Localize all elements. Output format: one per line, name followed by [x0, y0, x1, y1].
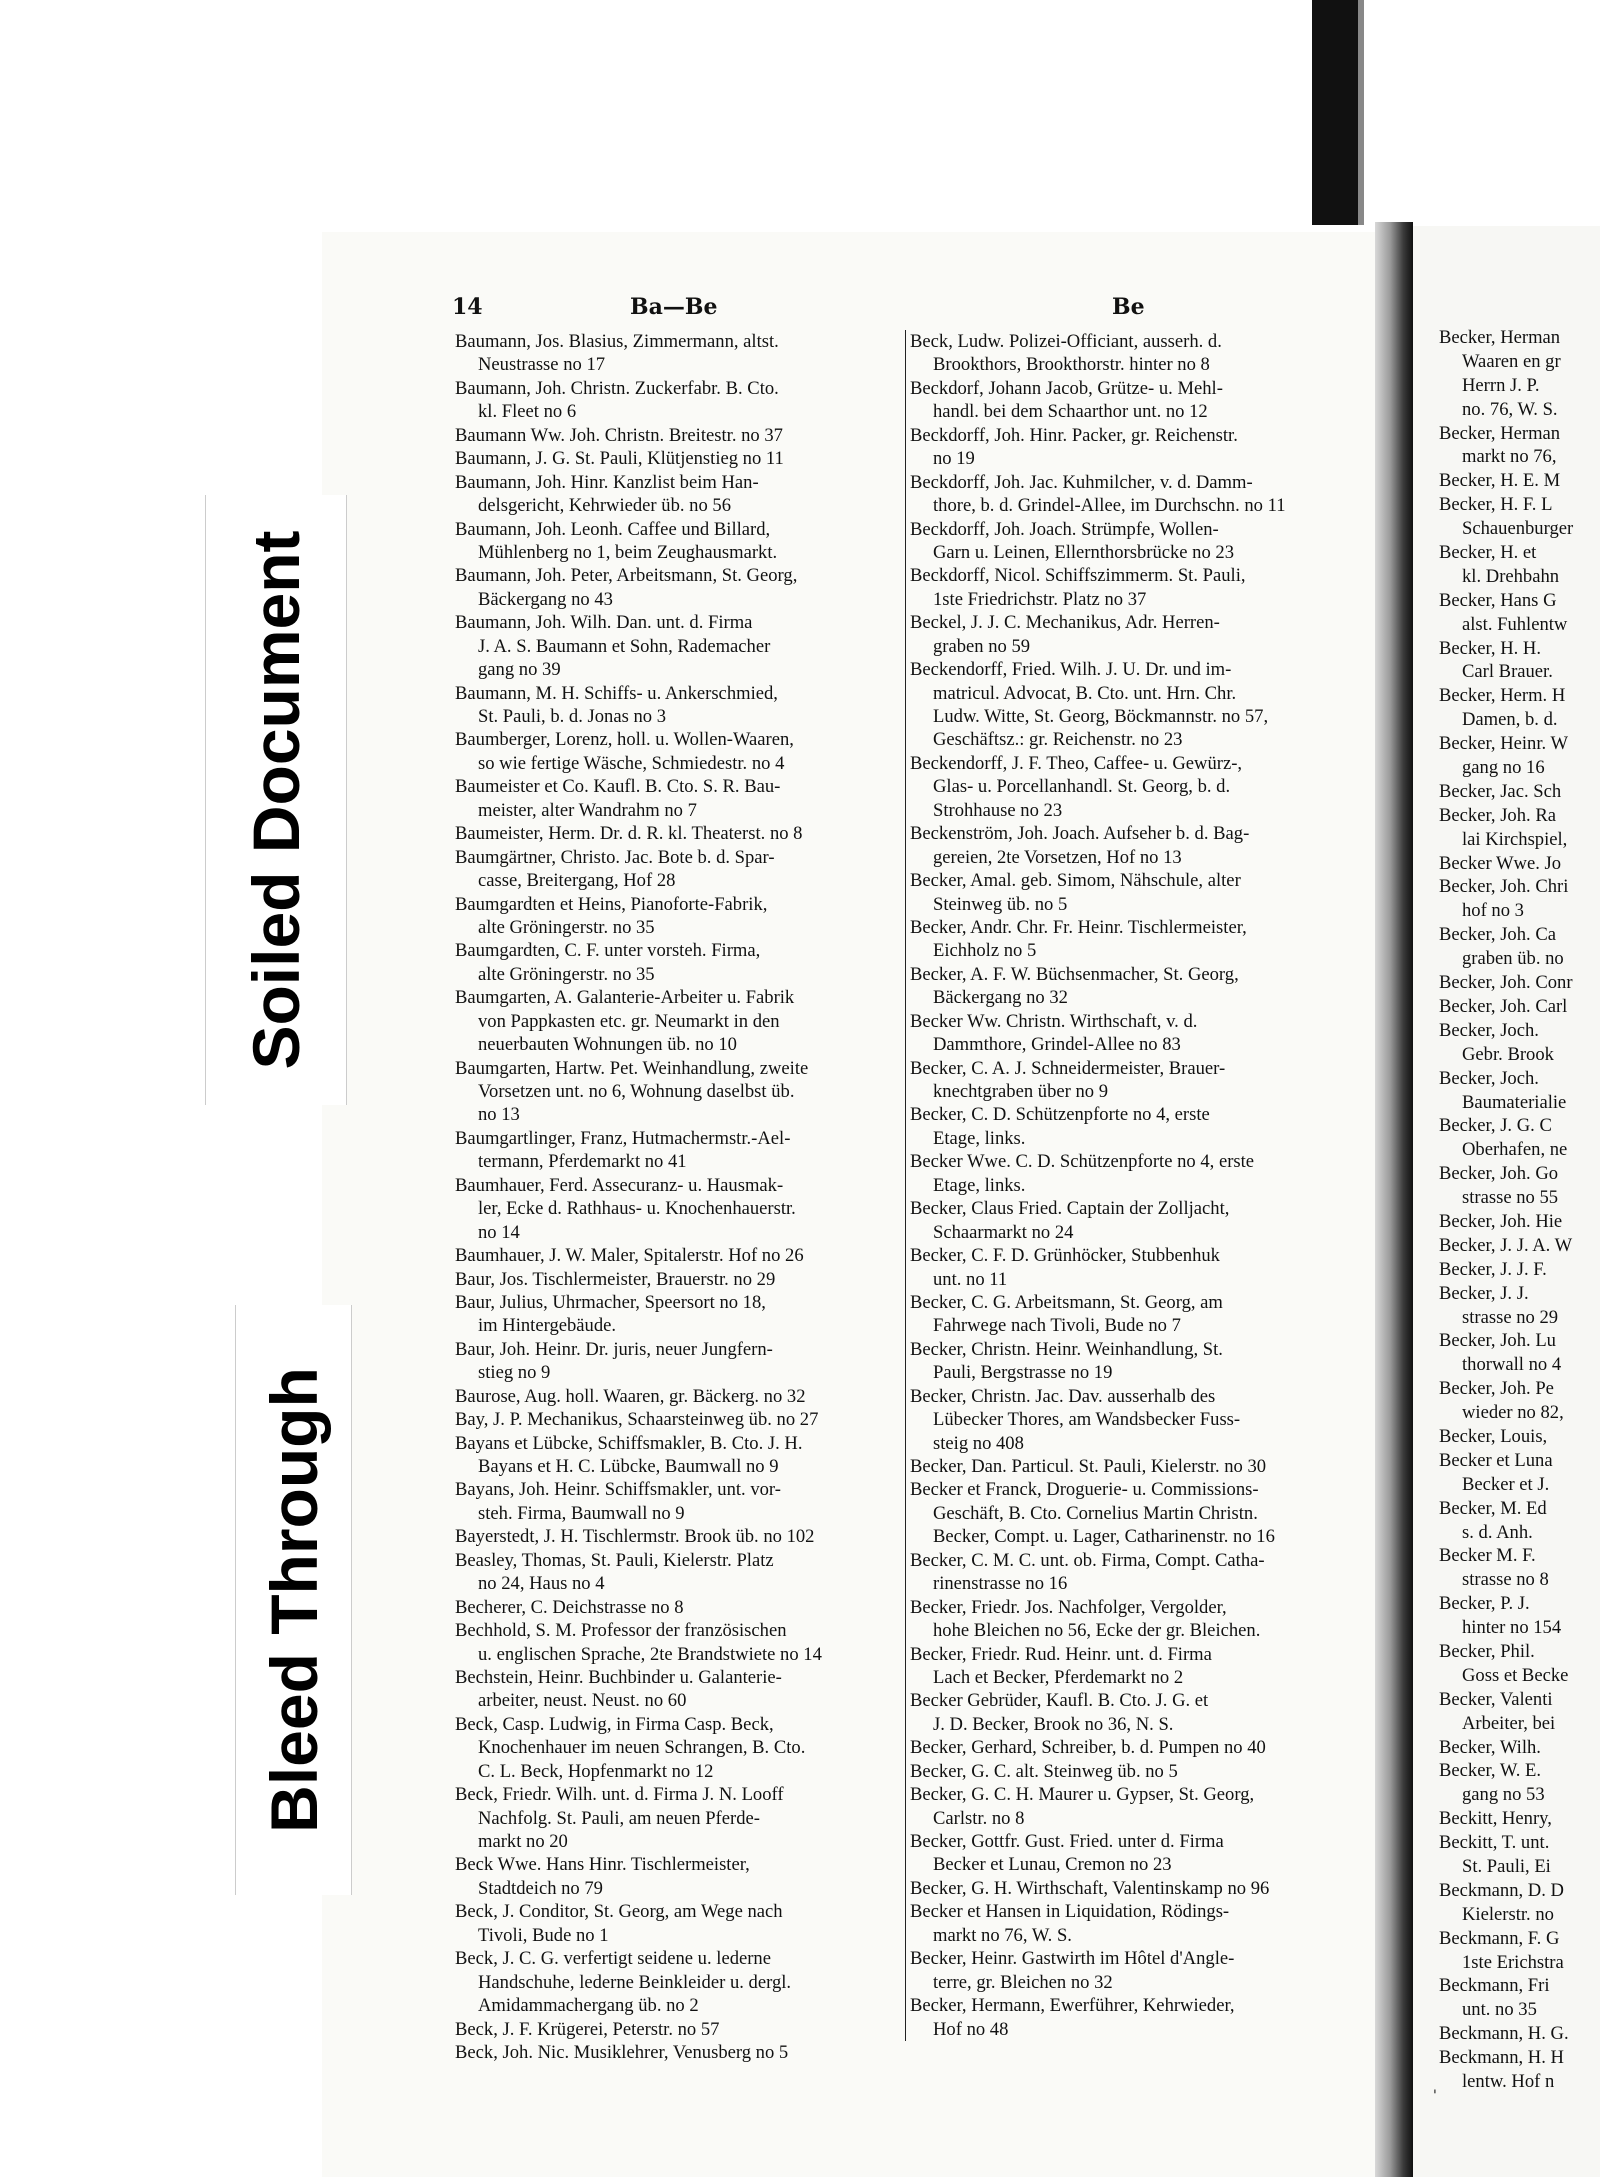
soiled-document-label: Soiled Document — [239, 530, 313, 1070]
directory-line: Bay, J. P. Mechanikus, Schaarsteinweg üb. no 27 — [455, 1409, 819, 1431]
directory-line: Pauli, Bergstrasse no 19 — [933, 1362, 1113, 1384]
directory-line: Baumberger, Lorenz, holl. u. Wollen-Waaren, — [455, 729, 794, 751]
directory-line: Geschäftsz.: gr. Reichenstr. no 23 — [933, 729, 1183, 751]
directory-line: Becker Wwe. C. D. Schützenpforte no 4, erste — [910, 1151, 1255, 1173]
directory-line: no. 76, W. S. — [1462, 398, 1558, 420]
directory-line: Becker, C. M. C. unt. ob. Firma, Compt. Catha- — [910, 1549, 1265, 1571]
directory-line: Becker, Joh. Go — [1439, 1163, 1559, 1185]
directory-line: meister, alter Wandrahm no 7 — [478, 799, 697, 821]
directory-line: Schauenburger — [1462, 518, 1574, 540]
directory-line: Becker Wwe. Jo — [1439, 852, 1562, 874]
directory-line: Fahrwege nach Tivoli, Bude no 7 — [933, 1315, 1181, 1337]
directory-line: Becker, Heinr. W — [1439, 733, 1569, 755]
directory-line: Beckitt, Henry, — [1439, 1808, 1552, 1830]
directory-line: Becker Gebrüder, Kaufl. B. Cto. J. G. et — [910, 1690, 1209, 1712]
directory-line: Baumann, Jos. Blasius, Zimmermann, altst. — [455, 331, 779, 352]
directory-line: Becker, Hermann, Ewerführer, Kehrwieder, — [910, 1995, 1235, 2017]
directory-line: Beckmann, H. G. — [1439, 2023, 1569, 2045]
directory-line: Becker M. F. — [1439, 1545, 1536, 1567]
directory-line: Etage, links. — [933, 1127, 1026, 1149]
directory-line: u. englischen Sprache, 2te Brandstwiete no 14 — [478, 1643, 822, 1665]
directory-line: Becker, C. F. D. Grünhöcker, Stubbenhuk — [910, 1245, 1220, 1267]
directory-line: Baumann, Joh. Christn. Zuckerfabr. B. Cto. — [455, 377, 779, 399]
directory-line: Gebr. Brook — [1462, 1043, 1554, 1065]
directory-line: Becker, Joh. Lu — [1439, 1330, 1556, 1352]
directory-line: Baumgärtner, Christo. Jac. Bote b. d. Spar- — [455, 846, 775, 868]
directory-line: Baumann, Joh. Peter, Arbeitsmann, St. Georg, — [455, 565, 798, 587]
directory-line: alte Gröningerstr. no 35 — [478, 963, 655, 985]
directory-line: Becker, Joh. Chri — [1439, 876, 1569, 898]
directory-line: Lach et Becker, Pferdemarkt no 2 — [933, 1666, 1184, 1688]
directory-line: Baumann, Joh. Wilh. Dan. unt. d. Firma — [455, 612, 753, 634]
directory-line: Baur, Joh. Heinr. Dr. juris, neuer Jungfern- — [455, 1338, 773, 1360]
directory-line: Oberhafen, ne — [1462, 1139, 1568, 1161]
bleed-through-stamp — [235, 1305, 352, 1895]
directory-line: arbeiter, neust. Neust. no 60 — [478, 1690, 687, 1712]
directory-line: knechtgraben über no 9 — [933, 1081, 1109, 1102]
directory-line: Beck, J. C. G. verfertigt seidene u. lederne — [455, 1948, 771, 1970]
directory-line: unt. no 35 — [1462, 1999, 1537, 2021]
directory-line: Becker, Joch. — [1439, 1067, 1539, 1089]
directory-line: Bäckergang no 43 — [478, 588, 613, 610]
directory-line: graben üb. no — [1462, 948, 1564, 970]
directory-line: no 14 — [478, 1221, 520, 1243]
soiled-document-stamp — [205, 495, 347, 1105]
directory-line: Becker et Franck, Droguerie- u. Commissions- — [910, 1479, 1259, 1501]
directory-column-left — [455, 330, 905, 2064]
directory-column-right-partial — [1439, 326, 1600, 2094]
directory-line: Becker, Joh. Pe — [1439, 1378, 1554, 1400]
directory-line: terre, gr. Bleichen no 32 — [933, 1971, 1113, 1993]
directory-line: Beck, J. Conditor, St. Georg, am Wege nach — [455, 1901, 783, 1923]
directory-line: Becker, Christn. Jac. Dav. ausserhalb des — [910, 1385, 1216, 1407]
directory-line: Waaren en gr — [1462, 350, 1561, 372]
directory-line: gang no 16 — [1462, 757, 1545, 779]
directory-line: Becker, H. F. L — [1439, 494, 1553, 516]
directory-line: Beck, J. F. Krügerei, Peterstr. no 57 — [455, 2018, 720, 2040]
directory-line: Damen, b. d. — [1462, 709, 1558, 731]
directory-line: Becker, Heinr. Gastwirth im Hôtel d'Angle- — [910, 1948, 1235, 1970]
directory-line: steh. Firma, Baumwall no 9 — [478, 1502, 685, 1524]
directory-line: Becker, Jac. Sch — [1439, 780, 1562, 802]
directory-line: Becker, Joh. Ca — [1439, 924, 1556, 946]
directory-line: Bechhold, S. M. Professor der französischen — [455, 1620, 787, 1642]
directory-line: J. D. Becker, Brook no 36, N. S. — [933, 1713, 1174, 1735]
directory-line: Baumhauer, Ferd. Assecuranz- u. Hausmak- — [455, 1174, 784, 1196]
directory-line: Dammthore, Grindel-Allee no 83 — [933, 1034, 1181, 1056]
footer-mark: ' — [1433, 2088, 1437, 2104]
directory-line: Knochenhauer im neuen Schrangen, B. Cto. — [478, 1737, 806, 1759]
directory-line: s. d. Anh. — [1462, 1521, 1533, 1543]
directory-line: so wie fertige Wäsche, Schmiedestr. no 4 — [478, 752, 785, 774]
directory-line: gereien, 2te Vorsetzen, Hof no 13 — [933, 846, 1182, 868]
directory-line: Becker, Joch. — [1439, 1019, 1539, 1041]
directory-line: thore, b. d. Grindel-Allee, im Durchschn. no 11 — [933, 495, 1286, 517]
directory-line: Baumeister et Co. Kaufl. B. Cto. S. R. Bau- — [455, 776, 781, 798]
directory-line: Becker, G. C. H. Maurer u. Gypser, St. Georg, — [910, 1784, 1255, 1806]
directory-line: Baumhauer, J. W. Maler, Spitalerstr. Hof no 26 — [455, 1245, 804, 1267]
directory-line: Becker, Louis, — [1439, 1425, 1548, 1447]
directory-line: Steinweg üb. no 5 — [933, 893, 1068, 915]
directory-line: Etage, links. — [933, 1174, 1026, 1196]
directory-line: Beckdorff, Joh. Hinr. Packer, gr. Reichenstr. — [910, 424, 1238, 446]
directory-line: ler, Ecke d. Rathhaus- u. Knochenhauerstr. — [478, 1198, 796, 1220]
directory-line: Strohhause no 23 — [933, 799, 1063, 821]
directory-line: Hof no 48 — [933, 2018, 1009, 2040]
directory-line: von Pappkasten etc. gr. Neumarkt in den — [478, 1010, 780, 1032]
directory-line: Herrn J. P. — [1462, 374, 1540, 396]
directory-line: Eichholz no 5 — [933, 940, 1037, 962]
directory-line: Becker, Dan. Particul. St. Pauli, Kielerstr. no 30 — [910, 1456, 1267, 1477]
directory-line: Stadtdeich no 79 — [478, 1877, 603, 1899]
directory-line: Becker, Gerhard, Schreiber, b. d. Pumpen no 40 — [910, 1737, 1266, 1759]
directory-line: Handschuhe, lederne Beinkleider u. dergl. — [478, 1971, 792, 1993]
directory-line: Beckdorff, Joh. Joach. Strümpfe, Wollen- — [910, 518, 1219, 540]
directory-line: im Hintergebäude. — [478, 1315, 617, 1337]
directory-line: rinenstrasse no 16 — [933, 1573, 1068, 1595]
directory-line: Becker, W. E. — [1439, 1760, 1542, 1782]
directory-line: Bayerstedt, J. H. Tischlermstr. Brook üb. no 102 — [455, 1526, 815, 1548]
directory-line: Baumann, Joh. Leonh. Caffee und Billard, — [455, 518, 771, 540]
directory-line: Baumgarten, A. Galanterie-Arbeiter u. Fabrik — [455, 987, 795, 1009]
directory-line: Becker, Claus Fried. Captain der Zolljacht, — [910, 1198, 1230, 1220]
directory-line: Bayans et Lübcke, Schiffsmakler, B. Cto. J. H. — [455, 1432, 803, 1454]
directory-line: Becker et Hansen in Liquidation, Rödings- — [910, 1901, 1230, 1923]
directory-line: Becker, J. J. F. — [1439, 1258, 1547, 1280]
directory-line: Beckmann, D. D — [1439, 1879, 1564, 1901]
directory-line: Becker, J. G. C — [1439, 1115, 1552, 1137]
directory-line: St. Pauli, Ei — [1462, 1856, 1551, 1877]
directory-line: no 19 — [933, 448, 975, 470]
directory-line: J. A. S. Baumann et Sohn, Rademacher — [478, 635, 771, 657]
directory-line: unt. no 11 — [933, 1268, 1008, 1290]
directory-line: Becker, C. G. Arbeitsmann, St. Georg, am — [910, 1291, 1223, 1313]
directory-line: Becker, Joh. Conr — [1439, 972, 1573, 994]
directory-line: Baur, Julius, Uhrmacher, Speersort no 18, — [455, 1291, 766, 1313]
directory-line: 1ste Erichstra — [1462, 1951, 1564, 1973]
directory-line: Carl Brauer. — [1462, 661, 1553, 683]
directory-line: lentw. Hof n — [1462, 2071, 1555, 2093]
directory-line: Baumaterialie — [1462, 1091, 1567, 1113]
directory-line: Beck, Casp. Ludwig, in Firma Casp. Beck, — [455, 1713, 774, 1735]
directory-line: strasse no 55 — [1462, 1187, 1559, 1209]
directory-line: Becherer, C. Deichstrasse no 8 — [455, 1596, 684, 1618]
directory-line: Beasley, Thomas, St. Pauli, Kielerstr. Platz — [455, 1549, 774, 1571]
directory-line: no 13 — [478, 1104, 520, 1126]
directory-line: hinter no 154 — [1462, 1617, 1562, 1639]
directory-line: Beckmann, H. H — [1439, 2047, 1564, 2069]
directory-line: Amidammachergang üb. no 2 — [478, 1995, 699, 2017]
directory-line: Baumann, M. H. Schiffs- u. Ankerschmied, — [455, 682, 778, 704]
directory-line: Becker, Compt. u. Lager, Catharinenstr. no 16 — [933, 1526, 1275, 1548]
directory-line: Baumgardten et Heins, Pianoforte-Fabrik, — [455, 893, 768, 915]
directory-line: Becker, Amal. geb. Simom, Nähschule, alter — [910, 870, 1241, 892]
directory-line: Beckdorff, Joh. Jac. Kuhmilcher, v. d. Damm- — [910, 471, 1253, 493]
directory-line: Arbeiter, bei — [1462, 1712, 1556, 1734]
directory-line: Becker, Friedr. Jos. Nachfolger, Vergolder, — [910, 1596, 1227, 1618]
directory-line: Brookthors, Brookthorstr. hinter no 8 — [933, 354, 1210, 376]
directory-line: Becker, Hans G — [1439, 589, 1557, 611]
directory-line: Beckenström, Joh. Joach. Aufseher b. d. Bag- — [910, 823, 1250, 845]
directory-line: Beck Wwe. Hans Hinr. Tischlermeister, — [455, 1854, 750, 1876]
directory-line: markt no 20 — [478, 1831, 568, 1852]
directory-line: Becker, M. Ed — [1439, 1497, 1547, 1519]
directory-line: stieg no 9 — [478, 1362, 551, 1384]
directory-line: Baumann, Joh. Hinr. Kanzlist beim Han- — [455, 471, 759, 493]
directory-line: Becker, J. J. — [1439, 1282, 1529, 1304]
directory-line: Becker et Lunau, Cremon no 23 — [933, 1854, 1172, 1876]
directory-line: Bayans et H. C. Lübcke, Baumwall no 9 — [478, 1456, 779, 1477]
directory-line: Baumgarten, Hartw. Pet. Weinhandlung, zweite — [455, 1057, 809, 1079]
directory-line: Becker, Friedr. Rud. Heinr. unt. d. Firma — [910, 1643, 1212, 1665]
directory-line: Beckel, J. J. C. Mechanikus, Adr. Herren- — [910, 612, 1220, 634]
scanner-edge-strip — [1358, 0, 1364, 225]
running-head-left: Ba—Be — [630, 294, 718, 320]
directory-line: lai Kirchspiel, — [1462, 828, 1568, 850]
directory-line: Becker et J. — [1462, 1473, 1550, 1495]
directory-line: Baumann, J. G. St. Pauli, Klütjenstieg no 11 — [455, 448, 784, 470]
directory-line: Becker, H. H. — [1439, 637, 1542, 659]
book-gutter — [1375, 222, 1413, 2177]
directory-line: Garn u. Leinen, Ellernthorsbrücke no 23 — [933, 541, 1235, 563]
directory-line: Becker, Herman — [1439, 422, 1561, 444]
directory-line: Tivoli, Bude no 1 — [478, 1924, 609, 1946]
directory-line: strasse no 29 — [1462, 1306, 1559, 1328]
directory-line: Becker, G. C. alt. Steinweg üb. no 5 — [910, 1760, 1178, 1782]
directory-line: Becker, C. D. Schützenpforte no 4, erste — [910, 1104, 1210, 1126]
directory-line: Lübecker Thores, am Wandsbecker Fuss- — [933, 1409, 1241, 1431]
directory-column-middle — [905, 330, 1360, 2041]
directory-line: Schaarmarkt no 24 — [933, 1221, 1074, 1243]
directory-line: Becker, Joh. Carl — [1439, 995, 1568, 1017]
directory-line: Kielerstr. no — [1462, 1903, 1554, 1925]
directory-line: alst. Fuhlentw — [1462, 613, 1568, 635]
directory-line: Baumgartlinger, Franz, Hutmachermstr.-Ael- — [455, 1127, 791, 1149]
directory-line: Baurose, Aug. holl. Waaren, gr. Bäckerg. no 32 — [455, 1385, 806, 1407]
directory-line: Bäckergang no 32 — [933, 987, 1068, 1009]
directory-line: markt no 76, — [1462, 446, 1557, 468]
directory-line: Baumgardten, C. F. unter vorsteh. Firma, — [455, 940, 761, 962]
directory-line: Beckendorff, J. F. Theo, Caffee- u. Gewürz-, — [910, 752, 1243, 774]
directory-line: termann, Pferdemarkt no 41 — [478, 1151, 687, 1173]
directory-line: Becker, Phil. — [1439, 1640, 1535, 1662]
directory-line: delsgericht, Kehrwieder üb. no 56 — [478, 495, 732, 517]
directory-line: Becker, Herm. H — [1439, 685, 1566, 707]
directory-line: kl. Fleet no 6 — [478, 401, 577, 423]
directory-line: Goss et Becke — [1462, 1664, 1569, 1686]
directory-line: graben no 59 — [933, 635, 1031, 657]
directory-line: Baumeister, Herm. Dr. d. R. kl. Theaterst. no 8 — [455, 823, 803, 845]
directory-line: hohe Bleichen no 56, Ecke der gr. Bleichen. — [933, 1620, 1261, 1642]
directory-line: Beckdorf, Johann Jacob, Grütze- u. Mehl- — [910, 377, 1223, 399]
directory-line: Nachfolg. St. Pauli, am neuen Pferde- — [478, 1807, 760, 1829]
directory-line: Becker, Valenti — [1439, 1688, 1553, 1710]
directory-line: Ludw. Witte, St. Georg, Böckmannstr. no 57, — [933, 706, 1269, 727]
directory-line: Beckitt, T. unt. — [1439, 1832, 1550, 1854]
directory-line: no 24, Haus no 4 — [478, 1573, 605, 1595]
bleed-through-label: Bleed Through — [256, 1367, 331, 1833]
directory-line: Becker Ww. Christn. Wirthschaft, v. d. — [910, 1010, 1198, 1032]
directory-line: markt no 76, W. S. — [933, 1924, 1072, 1946]
directory-line: wieder no 82, — [1462, 1402, 1564, 1424]
directory-line: Becker et Luna — [1439, 1449, 1553, 1471]
directory-line: hof no 3 — [1462, 900, 1524, 922]
directory-line: alte Gröningerstr. no 35 — [478, 916, 655, 938]
directory-line: Becker, G. H. Wirthschaft, Valentinskamp no 96 — [910, 1877, 1270, 1899]
directory-line: Becker, H. E. M — [1439, 470, 1561, 492]
directory-line: casse, Breitergang, Hof 28 — [478, 870, 676, 892]
directory-line: Becker, Christn. Heinr. Weinhandlung, St. — [910, 1338, 1223, 1360]
directory-line: gang no 53 — [1462, 1784, 1545, 1806]
directory-line: 1ste Friedrichstr. Platz no 37 — [933, 588, 1147, 610]
directory-line: C. L. Beck, Hopfenmarkt no 12 — [478, 1760, 714, 1782]
directory-line: Beck, Friedr. Wilh. unt. d. Firma J. N. Looff — [455, 1784, 784, 1806]
directory-line: Becker, H. et — [1439, 542, 1537, 564]
directory-line: kl. Drehbahn — [1462, 565, 1560, 587]
directory-line: Becker, C. A. J. Schneidermeister, Brauer- — [910, 1057, 1226, 1079]
directory-line: Beckendorff, Fried. Wilh. J. U. Dr. und im- — [910, 659, 1232, 681]
scanner-edge-bar — [1312, 0, 1358, 225]
running-head-right: Be — [1112, 294, 1145, 320]
directory-line: Mühlenberg no 1, beim Zeughausmarkt. — [478, 541, 778, 563]
directory-line: Becker, A. F. W. Büchsenmacher, St. Georg, — [910, 963, 1239, 985]
directory-line: Carlstr. no 8 — [933, 1807, 1025, 1829]
directory-line: Beckdorff, Nicol. Schiffszimmerm. St. Pauli, — [910, 565, 1246, 587]
directory-line: Becker, Wilh. — [1439, 1736, 1541, 1758]
directory-line: Baumann Ww. Joh. Christn. Breitestr. no 37 — [455, 424, 783, 446]
directory-line: steig no 408 — [933, 1432, 1024, 1454]
directory-line: Baur, Jos. Tischlermeister, Brauerstr. no 29 — [455, 1268, 776, 1290]
directory-line: Geschäft, B. Cto. Cornelius Martin Christn. — [933, 1502, 1258, 1524]
directory-line: Becker, Herman — [1439, 327, 1561, 348]
directory-line: matricul. Advocat, B. Cto. unt. Hrn. Chr. — [933, 682, 1237, 704]
directory-line: Bechstein, Heinr. Buchbinder u. Galanterie- — [455, 1666, 782, 1688]
directory-line: Becker, Gottfr. Gust. Fried. unter d. Firma — [910, 1831, 1224, 1852]
directory-line: Becker, J. J. A. W — [1439, 1234, 1573, 1256]
directory-line: Neustrasse no 17 — [478, 354, 606, 376]
directory-line: Beck, Joh. Nic. Musiklehrer, Venusberg no 5 — [455, 2041, 789, 2063]
directory-line: Beckmann, Fri — [1439, 1975, 1550, 1997]
directory-line: Becker, Andr. Chr. Fr. Heinr. Tischlermeister, — [910, 916, 1247, 938]
directory-line: Glas- u. Porcellanhandl. St. Georg, b. d. — [933, 776, 1231, 798]
directory-line: Vorsetzen unt. no 6, Wohnung daselbst üb. — [478, 1081, 795, 1102]
directory-line: Bayans, Joh. Heinr. Schiffsmakler, unt. vor- — [455, 1479, 781, 1501]
page-number: 14 — [452, 294, 483, 320]
directory-line: Becker, P. J. — [1439, 1593, 1530, 1615]
directory-line: Becker, Joh. Hie — [1439, 1210, 1563, 1232]
directory-line: handl. bei dem Schaarthor unt. no 12 — [933, 401, 1208, 423]
directory-line: gang no 39 — [478, 659, 561, 681]
directory-line: Beck, Ludw. Polizei-Officiant, ausserh. d. — [910, 331, 1222, 352]
directory-line: neuerbauten Wohnungen üb. no 10 — [478, 1034, 737, 1056]
directory-line: Becker, Joh. Ra — [1439, 804, 1556, 826]
directory-line: Beckmann, F. G — [1439, 1927, 1560, 1949]
directory-line: strasse no 8 — [1462, 1569, 1549, 1591]
directory-line: thorwall no 4 — [1462, 1354, 1562, 1376]
directory-line: St. Pauli, b. d. Jonas no 3 — [478, 706, 667, 727]
